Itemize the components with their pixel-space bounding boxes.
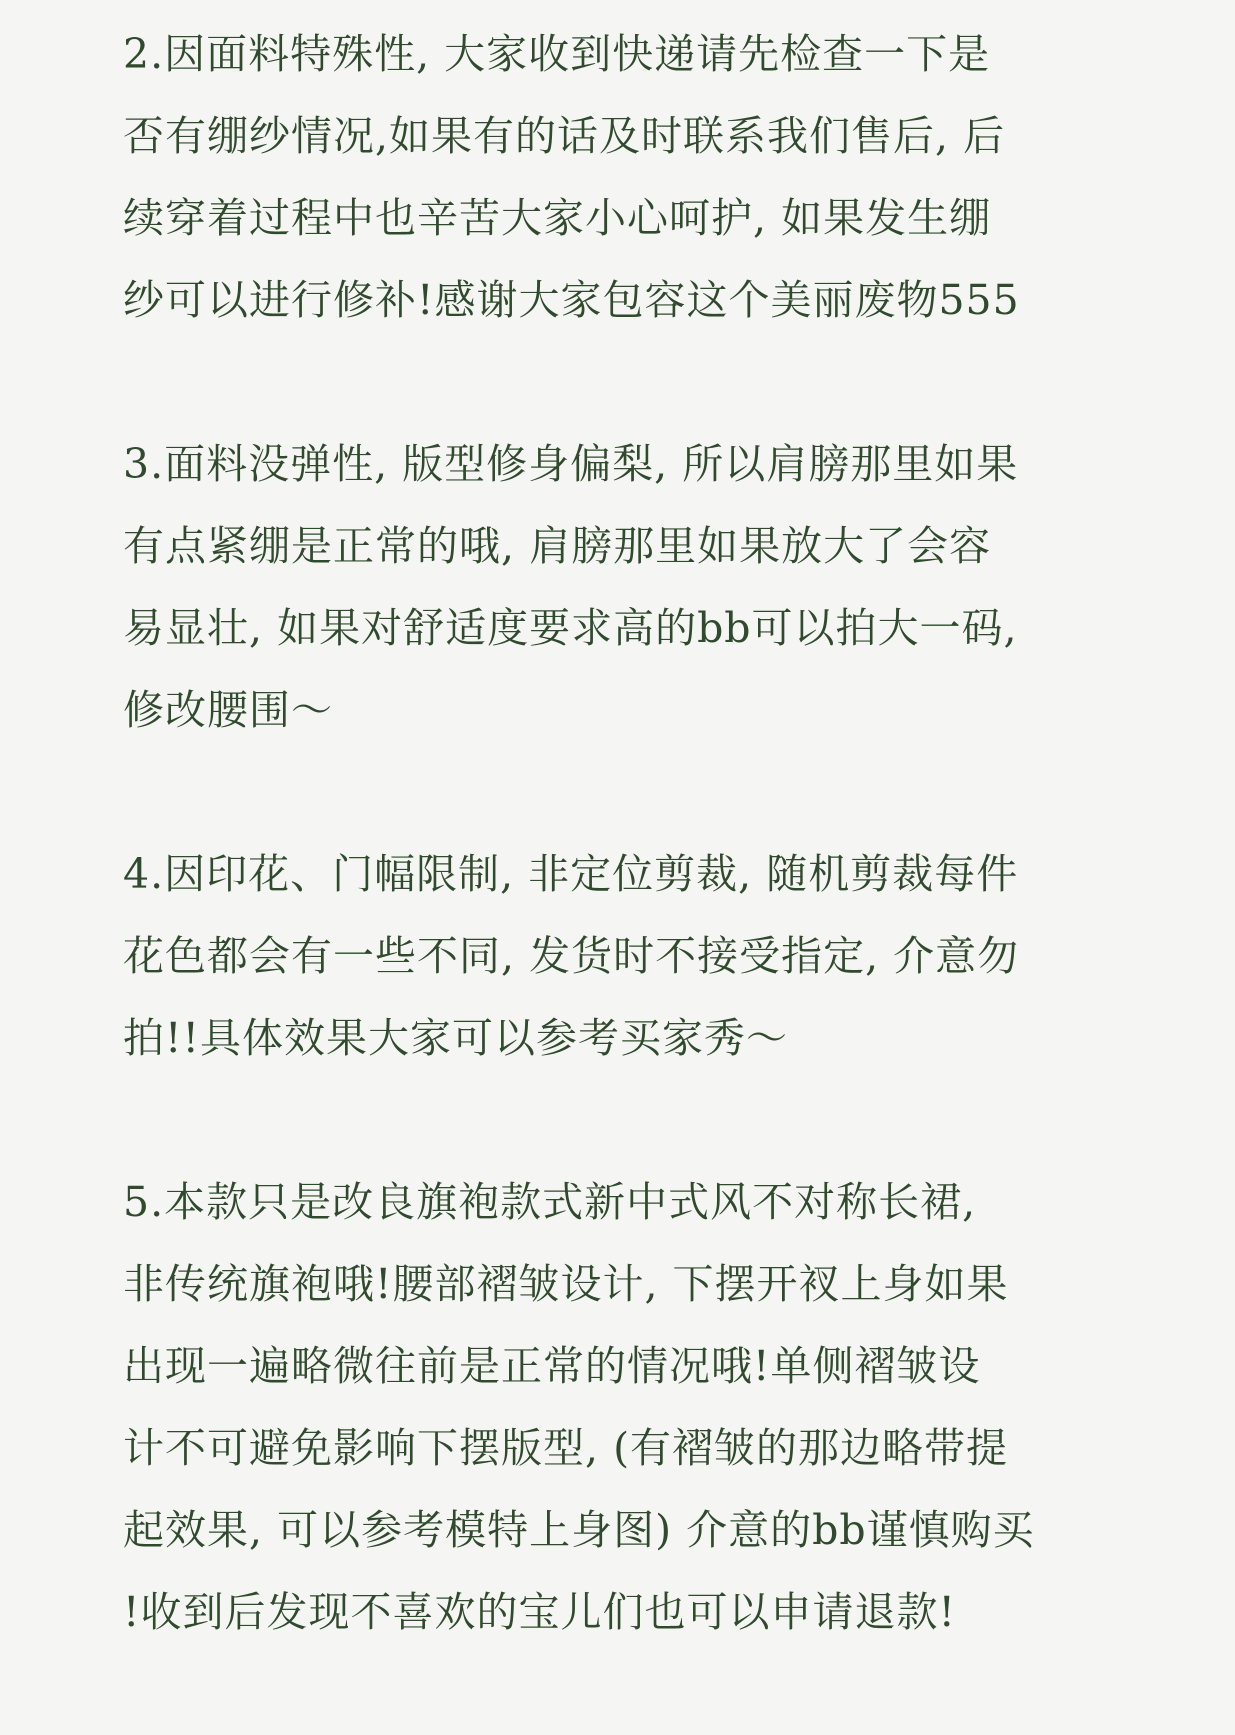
text-line: 拍!!具体效果大家可以参考买家秀～ [123, 1014, 788, 1062]
text-line: 否有绷纱情况,如果有的话及时联系我们售后, 后 [123, 112, 1006, 160]
notice-item-2 [123, 13, 1123, 341]
text-line: 5.本款只是改良旗袍款式新中式风不对称长裙, [123, 1178, 977, 1226]
text-line: 2.因面料特殊性, 大家收到快递请先检查一下是 [123, 30, 991, 78]
notice-item-3 [123, 423, 1123, 751]
text-line: 非传统旗袍哦!腰部褶皱设计, 下摆开衩上身如果 [123, 1260, 1009, 1308]
text-line: 纱可以进行修补!感谢大家包容这个美丽废物555 [123, 276, 1020, 324]
text-line: 修改腰围～ [123, 686, 333, 734]
text-line: 计不可避免影响下摆版型, (有褶皱的那边略带提 [123, 1424, 1009, 1472]
text-line: 花色都会有一些不同, 发货时不接受指定, 介意勿 [123, 932, 1020, 980]
text-line: 3.面料没弹性, 版型修身偏梨, 所以肩膀那里如果 [123, 440, 1019, 488]
text-line: !收到后发现不喜欢的宝儿们也可以申请退款! [123, 1588, 956, 1636]
notice-item-4 [123, 833, 1123, 1079]
text-line: 易显壮, 如果对舒适度要求高的bb可以拍大一码, [123, 604, 1018, 652]
text-line: 出现一遍略微往前是正常的情况哦!单侧褶皱设 [123, 1342, 981, 1390]
text-line: 有点紧绷是正常的哦, 肩膀那里如果放大了会容 [123, 522, 992, 570]
text-line: 4.因印花、门幅限制, 非定位剪裁, 随机剪裁每件 [123, 850, 1019, 898]
product-notice [123, 13, 1123, 1735]
text-line: 续穿着过程中也辛苦大家小心呵护, 如果发生绷 [123, 194, 992, 242]
notice-item-5 [123, 1161, 1123, 1653]
text-line: 起效果, 可以参考模特上身图) 介意的bb谨慎购买 [123, 1506, 1035, 1554]
